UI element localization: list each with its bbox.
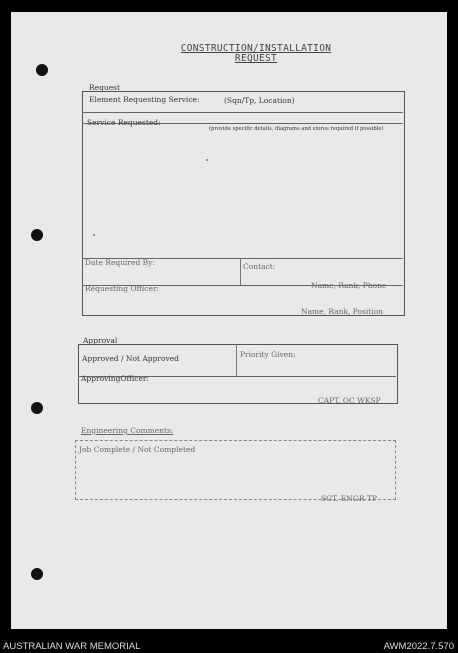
footer-accession-number: AWM2022.7.570	[383, 641, 454, 652]
approval-section-label: Approval	[83, 336, 118, 345]
engineering-section-label: Engineering Comments:	[81, 426, 174, 435]
divider	[236, 344, 237, 376]
requesting-officer-hint: Name, Rank, Position	[301, 307, 384, 316]
speck	[206, 159, 208, 161]
approving-officer-label: ApprovingOfficer:	[81, 374, 150, 383]
approving-officer-hint: CAPT, OC WKSP	[318, 396, 381, 405]
date-required-label: Date Required By:	[85, 258, 155, 267]
requesting-officer-label: Requesting Officer:	[85, 284, 160, 293]
punch-hole	[31, 402, 43, 414]
punch-hole	[31, 568, 43, 580]
speck	[93, 234, 95, 236]
priority-label: Priority Given:	[240, 350, 296, 359]
footer-credit: AUSTRALIAN WAR MEMORIAL	[3, 641, 141, 652]
service-requested-hint: (provide specific details, diagrams and stores required if possible)	[209, 126, 384, 132]
approval-status: Approved / Not Approved	[82, 354, 179, 363]
contact-hint: Name, Rank, Phone	[311, 281, 387, 290]
punch-hole	[36, 64, 48, 76]
request-section-label: Request	[89, 83, 121, 92]
divider	[82, 112, 403, 113]
engineering-status: Job Complete / Not Completed	[79, 445, 196, 454]
contact-label: Contact:	[243, 262, 276, 271]
document-page	[11, 12, 447, 629]
service-requested-label: Service Requested:	[87, 118, 161, 127]
element-requesting-hint: (Sqn/Tp, Location)	[224, 96, 295, 105]
divider	[240, 258, 241, 285]
element-requesting-label: Element Requesting Service:	[89, 95, 200, 104]
form-title: CONSTRUCTION/INSTALLATION	[180, 43, 332, 54]
form-subtitle: REQUEST	[234, 53, 278, 64]
punch-hole	[31, 229, 43, 241]
engineering-signature-hint: SGT, ENGR TP	[321, 494, 377, 503]
